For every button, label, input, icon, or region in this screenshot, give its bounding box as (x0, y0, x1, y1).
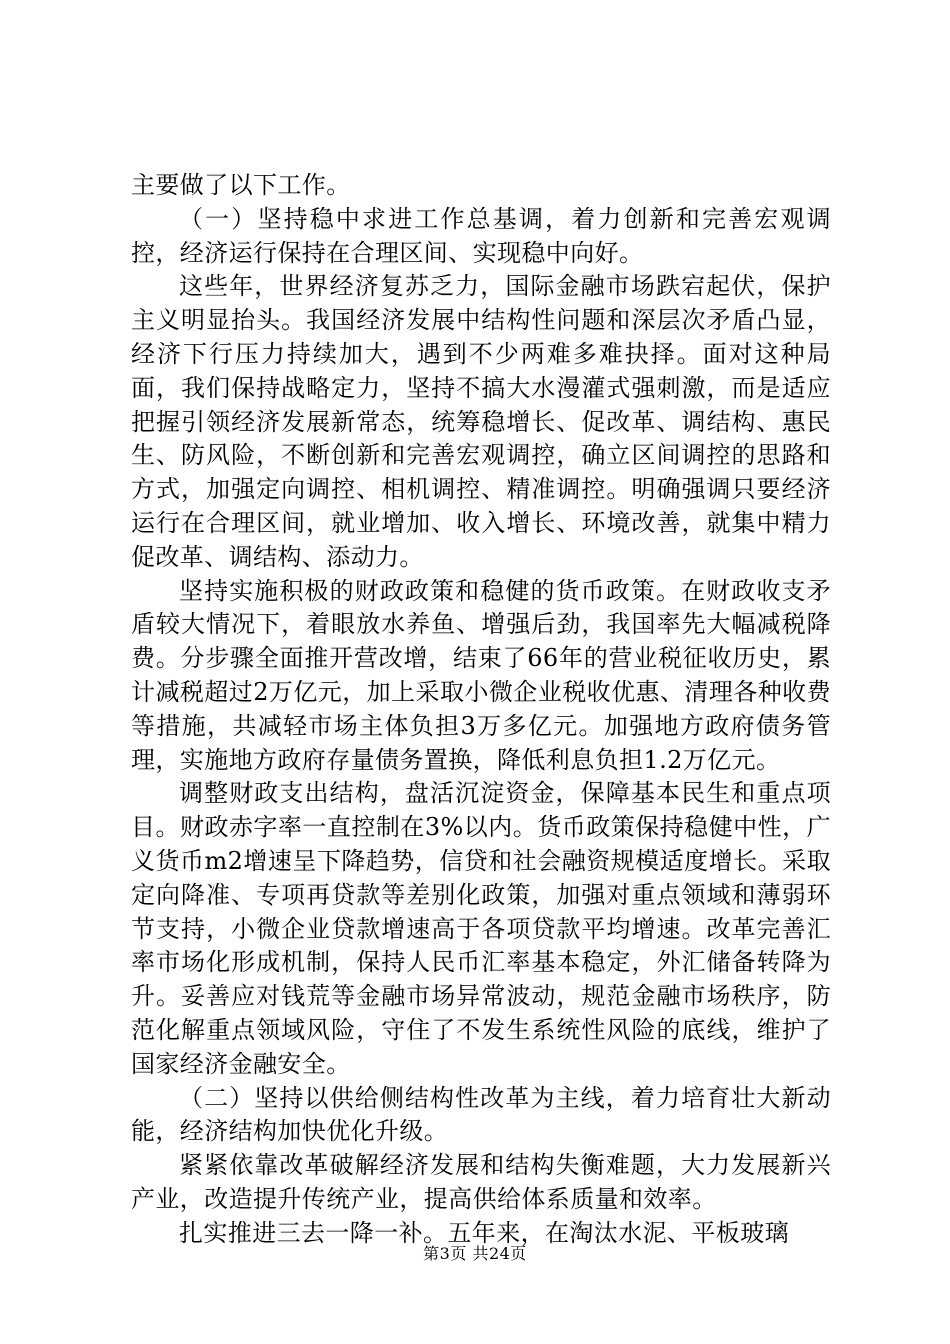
paragraph-fiscal-policy: 坚持实施积极的财政政策和稳健的货币政策。在财政收支矛盾较大情况下，着眼放水养鱼、增强后劲，我国率先大幅减税降费。分步骤全面推开营改增，结束了66年的营业税征收历史，累计减税超过2万亿元，加上采取小微企业税收优惠、清理各种收费等措施，共减轻市场主体负担3万多亿元。加强地方政府债务管理，实施地方政府存量债务置换，降低利息负担1.2万亿元。 (131, 576, 831, 774)
paragraph-capacity: 扎实推进三去一降一补。五年来，在淘汰水泥、平板玻璃 (179, 1218, 789, 1247)
section-heading-2: （二）坚持以供给侧结构性改革为主线，着力培育壮大新动能，经济结构加快优化升级。 (131, 1083, 831, 1146)
page-number-footer: 第3页 共24页 (423, 1244, 527, 1263)
document-body (131, 169, 831, 1251)
paragraph-reform: 紧紧依靠改革破解经济发展和结构失衡难题，大力发展新兴产业，改造提升传统产业，提高供给体系质量和效率。 (131, 1151, 831, 1213)
paragraph-monetary-policy: 调整财政支出结构，盘活沉淀资金，保障基本民生和重点项目。财政赤字率一直控制在3%以内。货币政策保持稳健中性，广义货币m2增速呈下降趋势，信贷和社会融资规模适度增长。采取定向降准、专项再贷款等差别化政策，加强对重点领域和薄弱环节支持，小微企业贷款增速高于各项贷款平均增速。改革完善汇率市场化形成机制，保持人民币汇率基本稳定，外汇储备转降为升。妥善应对钱荒等金融市场异常波动，规范金融市场秩序，防范化解重点领域风险，守住了不发生系统性风险的底线，维护了国家经济金融安全。 (131, 779, 831, 1078)
section-heading-1: （一）坚持稳中求进工作总基调，着力创新和完善宏观调控，经济运行保持在合理区间、实现稳中向好。 (131, 204, 831, 267)
paragraph-economy-context: 这些年，世界经济复苏乏力，国际金融市场跌宕起伏，保护主义明显抬头。我国经济发展中结构性问题和深层次矛盾凸显，经济下行压力持续加大，遇到不少两难多难抉择。面对这种局面，我们保持战略定力，坚持不搞大水漫灌式强刺激，而是适应把握引领经济发展新常态，统筹稳增长、促改革、调结构、惠民生、防风险，不断创新和完善宏观调控，确立区间调控的思路和方式，加强定向调控、相机调控、精准调控。明确强调只要经济运行在合理区间，就业增加、收入增长、环境改善，就集中精力促改革、调结构、添动力。 (131, 272, 831, 571)
paragraph-intro: 主要做了以下工作。 (131, 171, 351, 199)
